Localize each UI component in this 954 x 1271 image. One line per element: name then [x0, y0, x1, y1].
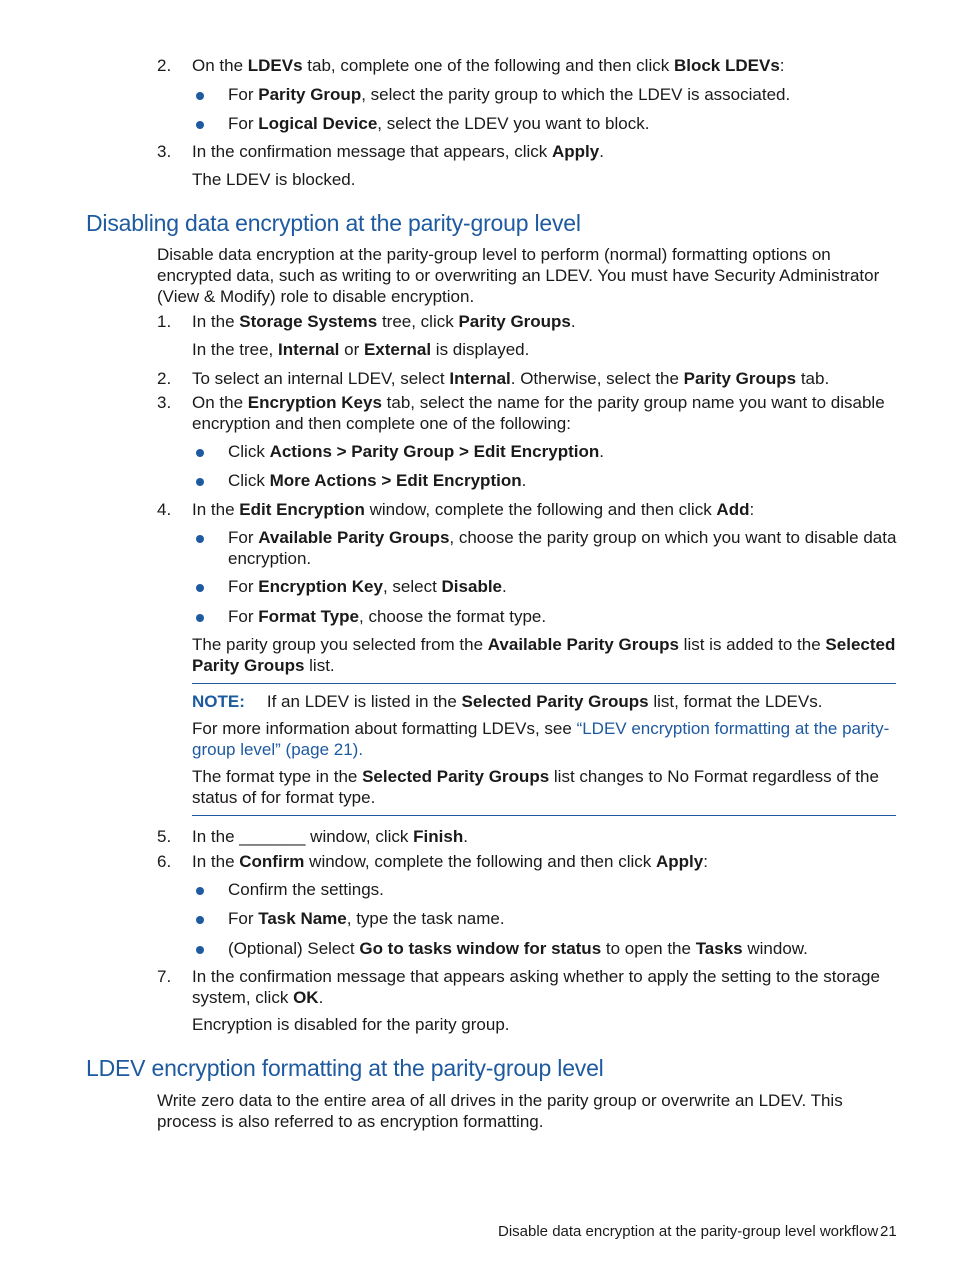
ui-term: OK	[293, 988, 319, 1007]
text-run: For more information about formatting LDEVs, see	[192, 719, 577, 738]
bullet-icon	[196, 946, 204, 954]
ui-term: External	[363, 340, 432, 359]
text-run: Click	[228, 471, 270, 490]
text-run: On the	[192, 393, 248, 412]
text-run: .	[318, 988, 324, 1007]
ui-term: Parity Groups	[458, 312, 571, 331]
text-run: For	[228, 114, 259, 133]
step-text	[192, 392, 897, 434]
text-run: , choose the format type.	[359, 607, 547, 626]
text-run: to open the	[601, 939, 696, 958]
text-run: window, complete the following and then click	[304, 852, 656, 871]
text-run: or	[339, 340, 364, 359]
ui-term: Selected Parity Groups	[192, 635, 896, 675]
text-run: In the confirmation message that appears, click	[192, 142, 553, 161]
text-run: The format type in the	[192, 767, 363, 786]
text-run: For	[228, 85, 259, 104]
text-run: tab.	[796, 369, 830, 388]
step-number: 3.	[157, 142, 172, 161]
step-text	[192, 499, 897, 520]
note-top-rule	[192, 683, 896, 684]
step-text	[192, 141, 897, 162]
text-run: , select the parity group to which the LDEV is associated.	[361, 85, 791, 104]
step-text	[192, 851, 897, 872]
ui-term: Available Parity Groups	[258, 528, 450, 547]
ui-term: Encryption Keys	[247, 393, 382, 412]
text-run: , choose the parity group on which you want to disable data encryption.	[228, 528, 897, 568]
bullet-icon	[196, 535, 204, 543]
text-run: The parity group you selected from the	[192, 635, 488, 654]
step-number: 4.	[157, 500, 172, 519]
ui-term: Apply	[552, 142, 600, 161]
text-run: list is added to the	[678, 635, 826, 654]
bullet-text	[228, 606, 898, 627]
ui-term: Logical Device	[258, 114, 378, 133]
step-number: 3.	[157, 393, 172, 412]
text-run: list.	[304, 656, 335, 675]
ui-term: LDEVs	[247, 56, 303, 75]
text-run: .	[570, 312, 576, 331]
ui-term: Available Parity Groups	[487, 635, 679, 654]
ui-term: Parity Groups	[683, 369, 797, 388]
text-run: In the _______ window, click	[192, 827, 414, 846]
text-run: .	[502, 577, 507, 596]
bullet-text	[228, 441, 898, 462]
text-run: :	[703, 852, 708, 871]
bullet-text	[228, 576, 898, 597]
text-run: .	[358, 740, 364, 759]
bullet-icon	[196, 584, 204, 592]
section-intro: Disable data encryption at the parity-group level to perform (normal) formatting options on encrypted data, such as writing to or overwriting an LDEV. You must have Security Administrator (View & Modify) role to disable encryption.	[157, 245, 880, 306]
ui-term: Parity Group	[258, 85, 362, 104]
bullet-icon	[196, 449, 204, 457]
ui-term: More Actions > Edit Encryption	[269, 471, 522, 490]
note-label: NOTE:	[192, 692, 245, 711]
text-run: , select the LDEV you want to block.	[377, 114, 650, 133]
step-text	[192, 826, 897, 847]
text-run: In the	[192, 852, 240, 871]
text-run: On the	[192, 56, 248, 75]
bullet-icon	[196, 887, 204, 895]
text-run: , select	[382, 577, 442, 596]
text-run: .	[463, 827, 468, 846]
text-run: In the	[192, 500, 240, 519]
ui-term: Block LDEVs	[673, 56, 780, 75]
ui-term: Storage Systems	[239, 312, 378, 331]
step-text	[192, 55, 897, 76]
step-result: The LDEV is blocked.	[192, 170, 356, 189]
step-number: 1.	[157, 312, 172, 331]
text-run: , type the task name.	[346, 909, 505, 928]
ui-term: Internal	[449, 369, 511, 388]
ui-term: Edit Encryption	[239, 500, 365, 519]
ui-term: Format Type	[258, 607, 359, 626]
text-run: To select an internal LDEV, select	[192, 369, 450, 388]
text-run: . Otherwise, select the	[510, 369, 684, 388]
step-text	[192, 368, 897, 389]
text-run: For	[228, 528, 259, 547]
bullet-text	[228, 527, 898, 569]
text-run: In the	[192, 312, 240, 331]
note-bottom-rule	[192, 815, 896, 816]
text-run: :	[779, 56, 785, 75]
text-run: If an LDEV is listed in the	[266, 692, 462, 711]
text-run: :	[749, 500, 755, 519]
text-run: tab, complete one of the following and then click	[302, 56, 674, 75]
cross-reference-link[interactable]: “LDEV encryption formatting at the parity-group level” (page 21)	[192, 719, 890, 759]
text-run: tree, click	[377, 312, 459, 331]
ui-term: Selected Parity Groups	[461, 692, 649, 711]
text-run: (Optional) Select	[228, 939, 360, 958]
bullet-icon	[196, 92, 204, 100]
note-line	[192, 691, 897, 712]
ui-term: Internal	[278, 340, 340, 359]
ui-term: Selected Parity Groups	[362, 767, 550, 786]
ui-term: Add	[716, 500, 750, 519]
text-run: Click	[228, 442, 270, 461]
text-run: window, complete the following and then click	[364, 500, 717, 519]
text-run: .	[521, 471, 527, 490]
footer-title: Disable data encryption at the parity-group level workflow	[498, 1223, 879, 1240]
text-run: For	[228, 607, 259, 626]
bullet-icon	[196, 614, 204, 622]
step-text	[192, 966, 897, 1008]
text-run: .	[599, 142, 604, 161]
step-number: 6.	[157, 852, 172, 871]
ui-term: Disable	[441, 577, 503, 596]
text-run: For	[228, 909, 259, 928]
text-run: In the tree,	[192, 340, 278, 359]
bullet-text	[228, 84, 898, 105]
text-run: tab, select the name for the parity group name you want to disable encryption and then complete one of the following:	[192, 393, 885, 433]
text-run: is displayed.	[431, 340, 530, 359]
bullet-icon	[196, 478, 204, 486]
step-result	[192, 339, 897, 360]
ui-term: Confirm	[239, 852, 305, 871]
step-number: 5.	[157, 827, 172, 846]
ui-term: Task Name	[258, 909, 347, 928]
ui-term: Encryption Key	[258, 577, 383, 596]
bullet-text	[228, 938, 898, 959]
ui-term: Actions > Parity Group > Edit Encryption	[269, 442, 600, 461]
ui-term: Apply	[655, 852, 704, 871]
note-line	[192, 766, 897, 808]
bullet-icon	[196, 121, 204, 129]
text-run: list changes to No Format regardless of the status of for format type.	[192, 767, 879, 807]
step-text	[192, 311, 897, 332]
text-run: In the confirmation message that appears asking whether to apply the setting to the storage system, click	[192, 967, 880, 1007]
ui-term: Tasks	[695, 939, 743, 958]
text-run: window.	[742, 939, 808, 958]
text-run: .	[599, 442, 604, 461]
ui-term: Go to tasks window for status	[359, 939, 602, 958]
ui-term: Finish	[413, 827, 464, 846]
section-heading: Disabling data encryption at the parity-group level	[86, 210, 581, 236]
step-result	[192, 634, 897, 676]
bullet-text	[228, 470, 898, 491]
step-number: 2.	[157, 56, 172, 75]
bullet-text	[228, 908, 898, 929]
section-heading: LDEV encryption formatting at the parity-group level	[86, 1055, 604, 1081]
step-number: 2.	[157, 369, 172, 388]
step-result: Encryption is disabled for the parity group.	[192, 1015, 510, 1034]
note-line	[192, 718, 897, 760]
text-run: list, format the LDEVs.	[648, 692, 823, 711]
step-number: 7.	[157, 967, 172, 986]
bullet-text: Confirm the settings.	[228, 880, 384, 899]
text-run: For	[228, 577, 259, 596]
page-number: 21	[880, 1223, 897, 1240]
bullet-text	[228, 113, 898, 134]
bullet-icon	[196, 916, 204, 924]
section-intro: Write zero data to the entire area of all drives in the parity group or overwrite an LDEV. This process is also referred to as encryption formatting.	[157, 1091, 843, 1131]
